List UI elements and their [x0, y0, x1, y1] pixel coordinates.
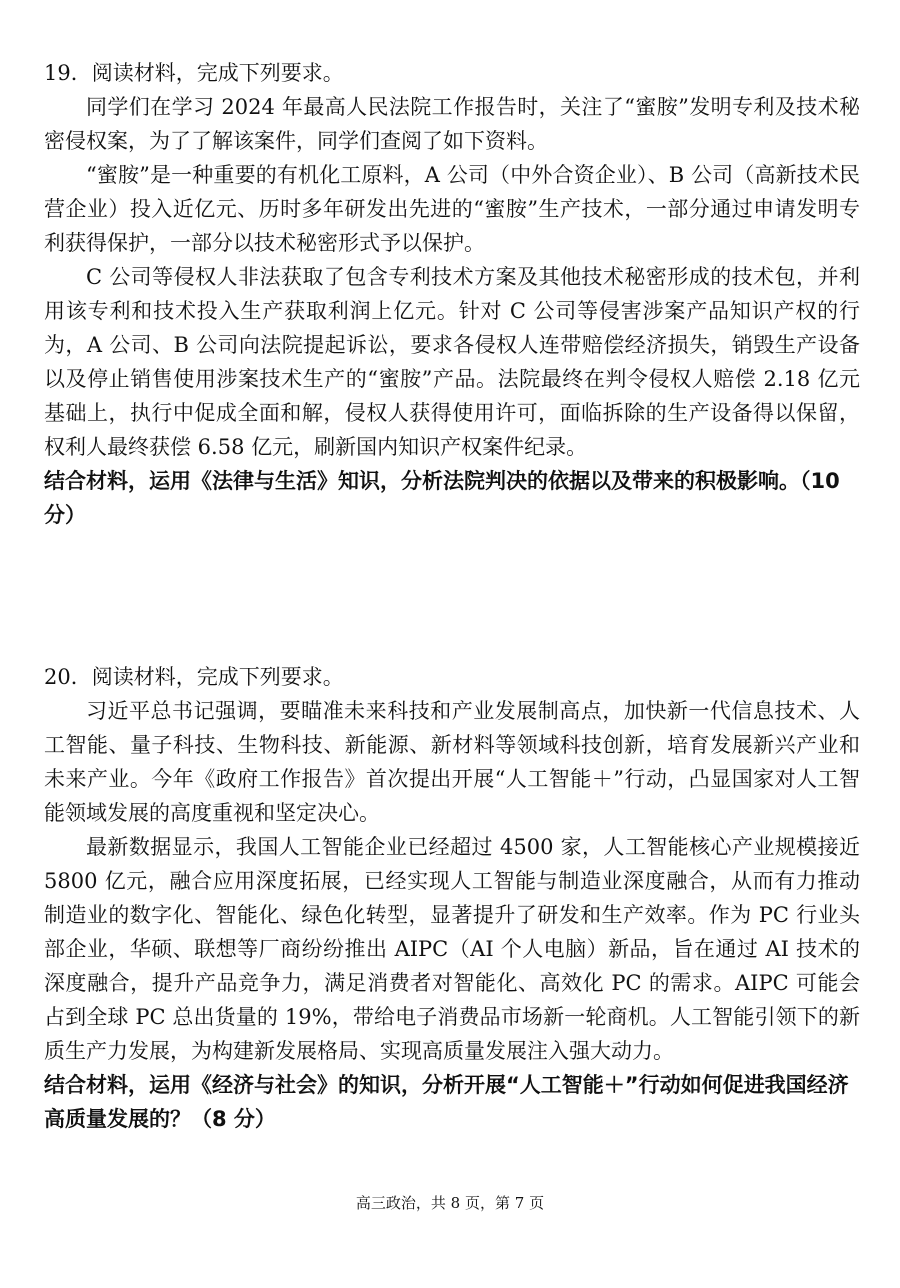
exam-page — [44, 56, 860, 1136]
answer-space — [44, 532, 860, 660]
question-19 — [44, 56, 860, 532]
page-footer: 高三政治，共 8 页，第 7 页 — [355, 1194, 545, 1212]
question-20-title: 20．阅读材料，完成下列要求。 — [44, 665, 344, 689]
question-19-task: 结合材料，运用《法律与生活》知识，分析法院判决的依据以及带来的积极影响。（10 分） — [44, 469, 840, 527]
question-19-title: 19．阅读材料，完成下列要求。 — [44, 61, 344, 85]
question-20-paragraph-2: 最新数据显示，我国人工智能企业已经超过 4500 家，人工智能核心产业规模接近 5800 亿元，融合应用深度拓展，已经实现人工智能与制造业深度融合，从而有力推动制造业的数字化、智能化、绿色化转型，显著提升了研发和生产效率。作为 PC 行业头部企业，华硕、联想等厂商纷纷推出 AIPC（AI 个人电脑）新品，旨在通过 AI 技术的深度融合，提升产品竞争力，满足消费者对智能化、高效化 PC 的需求。AIPC 可能会占到全球 PC 总出货量的 19%，带给电子消费品市场新一轮商机。人工智能引领下的新质生产力发展，为构建新发展格局、实现高质量发展注入强大动力。 — [44, 835, 860, 1063]
question-20-task: 结合材料，运用《经济与社会》的知识，分析开展“人工智能＋”行动如何促进我国经济高质量发展的？（8 分） — [44, 1073, 849, 1131]
question-20-paragraph-1: 习近平总书记强调，要瞄准未来科技和产业发展制高点，加快新一代信息技术、人工智能、量子科技、生物科技、新能源、新材料等领域科技创新，培育发展新兴产业和未来产业。今年《政府工作报告》首次提出开展“人工智能＋”行动，凸显国家对人工智能领域发展的高度重视和坚定决心。 — [44, 699, 860, 825]
question-19-paragraph-1: 同学们在学习 2024 年最高人民法院工作报告时，关注了“蜜胺”发明专利及技术秘密侵权案，为了了解该案件，同学们查阅了如下资料。 — [44, 95, 860, 153]
question-19-paragraph-2: “蜜胺”是一种重要的有机化工原料，A 公司（中外合资企业）、B 公司（高新技术民营企业）投入近亿元、历时多年研发出先进的“蜜胺”生产技术，一部分通过申请发明专利获得保护，一部分以技术秘密形式予以保护。 — [44, 163, 860, 255]
question-19-paragraph-3: C 公司等侵权人非法获取了包含专利技术方案及其他技术秘密形成的技术包，并利用该专利和技术投入生产获取利润上亿元。针对 C 公司等侵害涉案产品知识产权的行为，A 公司、B 公司向法院提起诉讼，要求各侵权人连带赔偿经济损失，销毁生产设备以及停止销售使用涉案技术生产的“蜜胺”产品。法院最终在判令侵权人赔偿 2.18 亿元基础上，执行中促成全面和解，侵权人获得使用许可，面临拆除的生产设备得以保留，权利人最终获偿 6.58 亿元，刷新国内知识产权案件纪录。 — [44, 265, 860, 459]
question-20 — [44, 660, 860, 1136]
